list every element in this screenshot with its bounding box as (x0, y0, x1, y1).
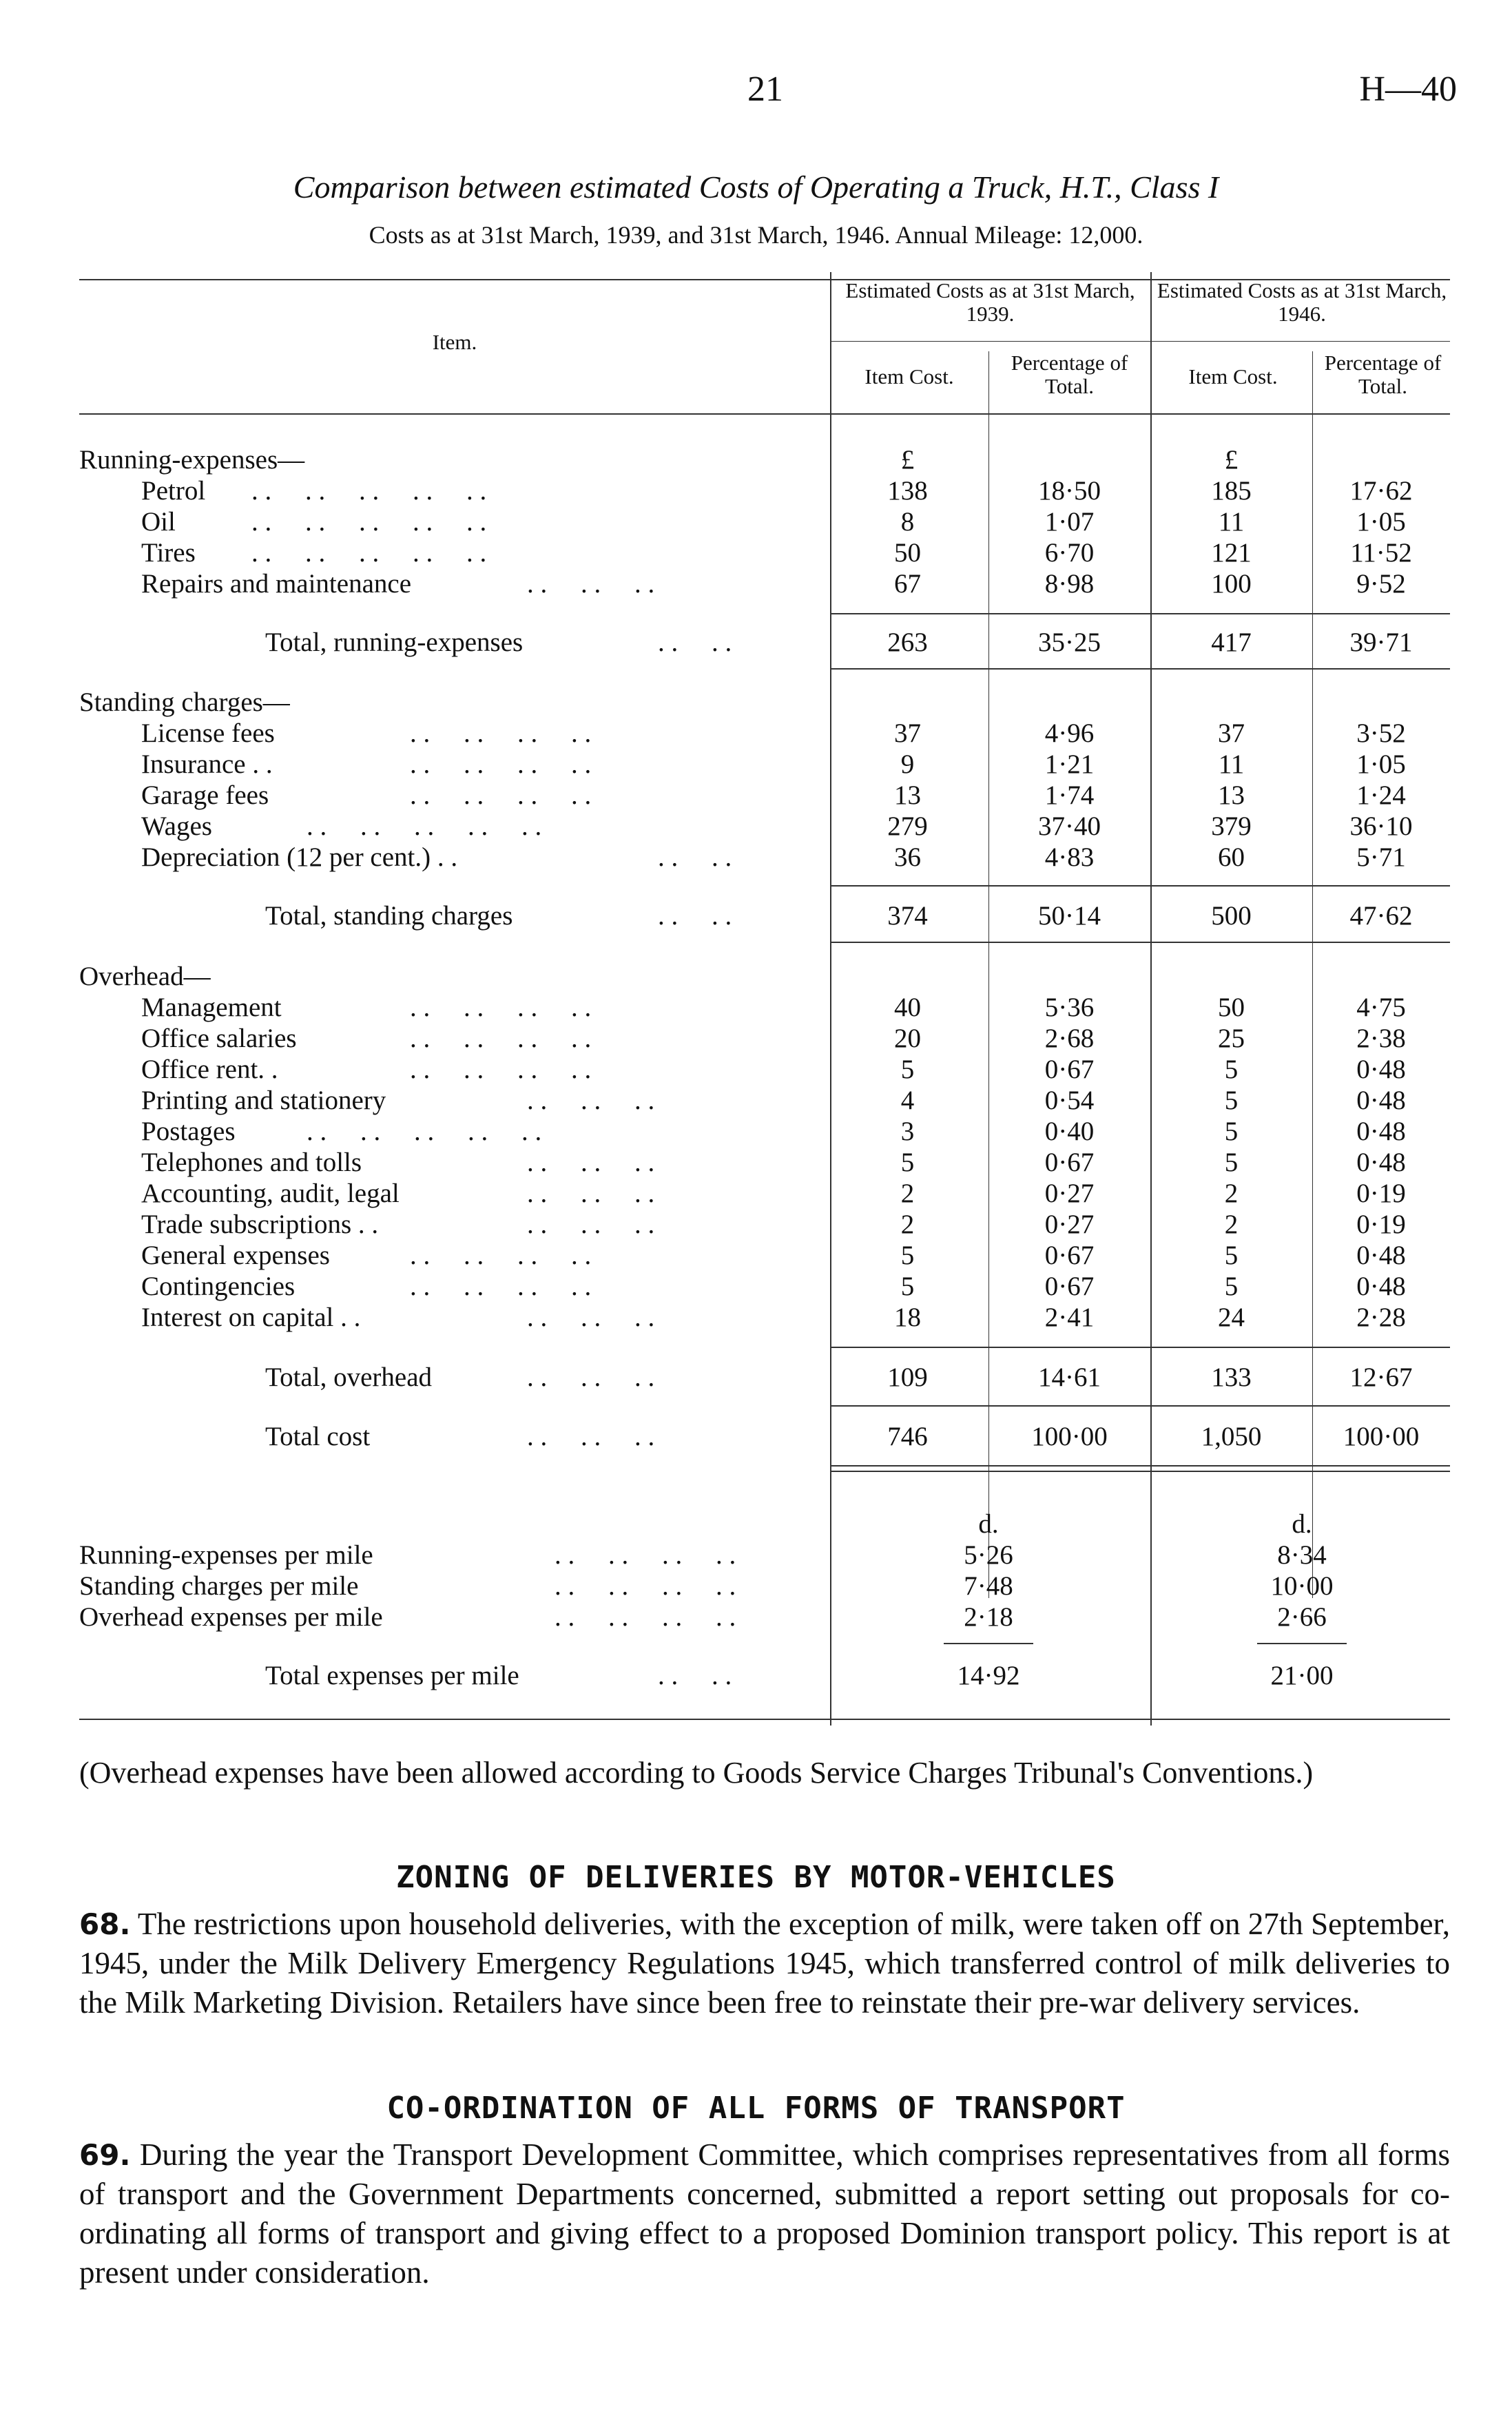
page-number: 21 (747, 70, 783, 109)
item-cost-1939: 3 (900, 1117, 915, 1146)
item-cost-1939: 67 (894, 569, 921, 599)
percentage-1946: 5·71 (1356, 842, 1406, 872)
item-cost-1946: 11 (1218, 507, 1245, 537)
total-row (79, 900, 1450, 932)
percentage-1946: 0·48 (1356, 1055, 1406, 1084)
table-row (79, 1209, 1450, 1241)
item-cost-1946: 60 (1218, 842, 1245, 872)
item-cost-1939: 5 (900, 1148, 915, 1177)
item-cost-1939: 279 (887, 811, 928, 841)
percentage-1939: 1·21 (1044, 749, 1095, 779)
currency-symbol: £ (1224, 445, 1239, 475)
row-label: Total cost (265, 1422, 371, 1451)
table-row (79, 568, 1450, 600)
percentage-1939: 0·67 (1044, 1148, 1095, 1177)
leader-dots: . . . . . . (527, 1210, 655, 1239)
group-header-1939: Estimated Costs as at 31st March, 1939. (845, 278, 1135, 326)
pence-symbol: d. (978, 1509, 999, 1539)
percentage-1946: 0·19 (1356, 1179, 1406, 1208)
row-label: Telephones and tolls (141, 1148, 362, 1177)
cost-comparison-table (79, 265, 1450, 1726)
paragraph-69 (79, 2135, 1450, 2292)
leader-dots: . . . . . . . . (410, 1241, 592, 1270)
subheader-rule (830, 341, 1450, 342)
percentage-1946: 1·24 (1356, 780, 1406, 810)
item-cost-1946: 100 (1211, 569, 1252, 599)
item-cost-1939: 5 (900, 1272, 915, 1301)
item-cost-1946: 5 (1224, 1241, 1239, 1270)
standing-charges-heading-row (79, 687, 1450, 718)
percentage-1939: 14·61 (1038, 1362, 1101, 1392)
item-cost-1946: 500 (1211, 901, 1252, 931)
table-row (79, 718, 1450, 749)
item-cost-1939: 9 (900, 749, 915, 779)
leader-dots: . . . . . . (527, 1303, 655, 1332)
per-mile-1939: 14·92 (957, 1661, 1020, 1690)
item-cost-1939: 50 (894, 538, 921, 568)
leader-dots: . . . . . . (527, 1362, 655, 1392)
percentage-1946: 0·48 (1356, 1117, 1406, 1146)
percentage-1946: 39·71 (1349, 628, 1413, 657)
table-row (79, 780, 1450, 811)
row-label: Garage fees (141, 780, 269, 810)
percentage-1946: 0·48 (1356, 1086, 1406, 1115)
leader-dots: . . . . . . . . (410, 749, 592, 779)
item-cost-1939: 36 (894, 842, 921, 872)
item-cost-1946: 185 (1211, 476, 1252, 506)
row-label: Wages (141, 811, 212, 841)
item-cost-1939: 2 (900, 1210, 915, 1239)
row-label: Trade subscriptions . . (141, 1210, 379, 1239)
table-row (79, 1085, 1450, 1117)
row-label: Postages (141, 1117, 236, 1146)
leader-dots: . . . . . . . . . . (307, 1117, 542, 1146)
item-cost-1946: 11 (1218, 749, 1245, 779)
percentage-1939: 0·27 (1044, 1179, 1095, 1208)
leader-dots: . . . . . . . . (410, 718, 592, 748)
overhead-heading-row (79, 961, 1450, 993)
percentage-1946: 12·67 (1349, 1362, 1413, 1392)
leader-dots: . . . . . . . . (410, 1024, 592, 1053)
percentage-1946: 36·10 (1349, 811, 1413, 841)
per-mile-1946: 21·00 (1270, 1661, 1334, 1690)
table-bottom-rule (79, 1719, 1450, 1720)
table-footnote: (Overhead expenses have been allowed according to Goods Service Charges Tribunal's Conventions.) (79, 1756, 1314, 1790)
table-row (79, 1147, 1450, 1179)
percentage-1946: 9·52 (1356, 569, 1406, 599)
percentage-1946: 1·05 (1356, 749, 1406, 779)
leader-dots: . . . . (658, 628, 732, 657)
row-label: Interest on capital . . (141, 1303, 361, 1332)
row-label: Contingencies (141, 1272, 296, 1301)
item-cost-1939: 18 (894, 1303, 921, 1332)
row-label: Total, overhead (265, 1362, 432, 1392)
page-header (0, 69, 1512, 117)
item-cost-1939: 5 (900, 1055, 915, 1084)
subtotal-rule (830, 885, 1450, 887)
item-cost-1946: 5 (1224, 1086, 1239, 1115)
item-cost-1946: 24 (1218, 1303, 1245, 1332)
leader-dots: . . . . . . (527, 1086, 655, 1115)
double-rule (830, 1471, 1450, 1472)
section-heading: Standing charges— (79, 687, 290, 717)
percentage-1946: 11·52 (1350, 538, 1412, 568)
percentage-1939: 37·40 (1038, 811, 1101, 841)
item-cost-1939: 5 (900, 1241, 915, 1270)
table-row (79, 1023, 1450, 1055)
item-cost-1946: 417 (1211, 628, 1252, 657)
percentage-1946: 1·05 (1356, 507, 1406, 537)
sum-rule (944, 1643, 1033, 1644)
row-label: Petrol (141, 476, 206, 506)
item-cost-1939: 4 (900, 1086, 915, 1115)
leader-dots: . . . . . . (527, 1422, 655, 1451)
row-label: Office salaries (141, 1024, 297, 1053)
item-cost-1946: 2 (1224, 1210, 1239, 1239)
table-row (79, 506, 1450, 538)
per-mile-1946: 2·66 (1277, 1602, 1327, 1632)
leader-dots: . . . . . . . . (555, 1540, 736, 1570)
leader-dots: . . . . . . . . (410, 780, 592, 810)
table-subtitle: Costs as at 31st March, 1939, and 31st March, 1946. Annual Mileage: 12,000. (369, 221, 1143, 249)
percentage-header-1946: Percentage of Total. (1324, 351, 1442, 398)
percentage-1939: 0·40 (1044, 1117, 1095, 1146)
table-row (79, 1271, 1450, 1303)
leader-dots: . . . . (658, 842, 732, 872)
table-row (79, 1602, 1450, 1633)
subtotal-rule (830, 668, 1450, 670)
total-cost-row (79, 1421, 1450, 1453)
leader-dots: . . . . . . . . (555, 1602, 736, 1632)
page-reference: H—40 (1359, 70, 1457, 109)
per-mile-1939: 5·26 (964, 1540, 1013, 1570)
percentage-1939: 50·14 (1038, 901, 1101, 931)
row-label: Tires (141, 538, 196, 568)
percentage-1939: 0·67 (1044, 1055, 1095, 1084)
leader-dots: . . . . . . . . (410, 993, 592, 1022)
row-label: Standing charges per mile (79, 1571, 359, 1601)
row-label: Office rent. . (141, 1055, 278, 1084)
total-row (79, 1362, 1450, 1393)
percentage-1939: 2·41 (1044, 1303, 1095, 1332)
percentage-1939: 1·07 (1044, 507, 1095, 537)
pence-unit-row (79, 1509, 1450, 1540)
item-cost-1946: 13 (1218, 780, 1245, 810)
item-cost-1939: 109 (887, 1362, 928, 1392)
percentage-header-1939: Percentage of Total. (1011, 351, 1128, 398)
percentage-1939: 8·98 (1044, 569, 1095, 599)
percentage-1946: 0·48 (1356, 1241, 1406, 1270)
item-cost-header-1939: Item Cost. (864, 364, 954, 388)
subtotal-rule (830, 613, 1450, 614)
item-cost-1946: 5 (1224, 1272, 1239, 1301)
item-cost-1946: 37 (1218, 718, 1245, 748)
row-label: Total, standing charges (265, 901, 513, 931)
row-label: Overhead expenses per mile (79, 1602, 383, 1632)
item-cost-1939: 374 (887, 901, 928, 931)
percentage-1939: 6·70 (1044, 538, 1095, 568)
table-row (79, 1116, 1450, 1148)
item-cost-1946: 25 (1218, 1024, 1245, 1053)
table-row (79, 992, 1450, 1024)
percentage-1939: 5·36 (1044, 993, 1095, 1022)
leader-dots: . . . . (658, 1661, 732, 1690)
item-cost-header-1946: Item Cost. (1188, 364, 1278, 388)
table-row (79, 749, 1450, 780)
subtotal-rule (830, 1347, 1450, 1348)
row-label: Oil (141, 507, 176, 537)
row-label: Accounting, audit, legal (141, 1179, 400, 1208)
percentage-1946: 4·75 (1356, 993, 1406, 1022)
item-cost-1946: 5 (1224, 1055, 1239, 1084)
running-expenses-heading-row (79, 444, 1450, 476)
leader-dots: . . . . . . . . . . (251, 538, 487, 568)
item-cost-1939: 138 (887, 476, 928, 506)
section-heading: Running-expenses— (79, 445, 305, 475)
paragraph-text: During the year the Transport Development Committee, which comprises representatives from all forms of transport and the Government Departments concerned, submitted a report setting out proposals for co-ordinating all forms of transport and giving effect to a proposed Dominion transport policy. This report is at present under consideration. (79, 2137, 1451, 2290)
percentage-1939: 0·54 (1044, 1086, 1095, 1115)
leader-dots: . . . . . . . . (410, 1055, 592, 1084)
per-mile-1946: 8·34 (1277, 1540, 1327, 1570)
table-row (79, 1054, 1450, 1086)
item-cost-1939: 263 (887, 628, 928, 657)
item-cost-1946: 50 (1218, 993, 1245, 1022)
percentage-1946: 3·52 (1356, 718, 1406, 748)
item-cost-1939: 2 (900, 1179, 915, 1208)
percentage-1946: 0·19 (1356, 1210, 1406, 1239)
row-label: Printing and stationery (141, 1086, 386, 1115)
per-mile-1939: 7·48 (964, 1571, 1013, 1601)
row-label: Total expenses per mile (265, 1661, 519, 1690)
percentage-1939: 18·50 (1038, 476, 1101, 506)
table-row (79, 1540, 1450, 1571)
item-cost-1946: 379 (1211, 811, 1252, 841)
leader-dots: . . . . (658, 901, 732, 931)
table-row (79, 475, 1450, 507)
item-cost-1939: 37 (894, 718, 921, 748)
row-label: Total, running-expenses (265, 628, 524, 657)
per-mile-1946: 10·00 (1270, 1571, 1334, 1601)
row-label: Management (141, 993, 282, 1022)
item-cost-1946: 5 (1224, 1148, 1239, 1177)
leader-dots: . . . . . . . . (555, 1571, 736, 1601)
leader-dots: . . . . . . . . . . (251, 476, 487, 506)
table-title: Comparison between estimated Costs of Operating a Truck, H.T., Class I (293, 169, 1219, 205)
table-row (79, 537, 1450, 569)
total-row (79, 627, 1450, 659)
header-bottom-rule (79, 413, 1450, 415)
percentage-1939: 0·27 (1044, 1210, 1095, 1239)
table-row (79, 1571, 1450, 1602)
item-cost-1946: 1,050 (1201, 1422, 1262, 1451)
item-cost-1939: 20 (894, 1024, 921, 1053)
percentage-1939: 0·67 (1044, 1272, 1095, 1301)
percentage-1946: 17·62 (1349, 476, 1413, 506)
item-cost-1946: 133 (1211, 1362, 1252, 1392)
row-label: Running-expenses per mile (79, 1540, 373, 1570)
item-cost-1939: 13 (894, 780, 921, 810)
sum-rule (1257, 1643, 1347, 1644)
per-mile-1939: 2·18 (964, 1602, 1013, 1632)
paragraph-number: 68. (79, 1907, 131, 1941)
row-label: License fees (141, 718, 275, 748)
percentage-1939: 1·74 (1044, 780, 1095, 810)
pence-symbol: d. (1292, 1509, 1312, 1539)
section-heading-68: ZONING OF DELIVERIES BY MOTOR-VEHICLES (396, 1860, 1116, 1895)
double-rule (830, 1465, 1450, 1467)
percentage-1946: 47·62 (1349, 901, 1413, 931)
row-label: General expenses (141, 1241, 330, 1270)
subtotal-rule (830, 942, 1450, 943)
total-per-mile-row (79, 1660, 1450, 1692)
row-label: Depreciation (12 per cent.) . . (141, 842, 458, 872)
row-label: Repairs and maintenance (141, 569, 411, 599)
table-row (79, 1240, 1450, 1272)
subtotal-rule (830, 1405, 1450, 1407)
row-label: Insurance . . (141, 749, 273, 779)
percentage-1939: 2·68 (1044, 1024, 1095, 1053)
leader-dots: . . . . . . . . (410, 1272, 592, 1301)
item-cost-1946: 2 (1224, 1179, 1239, 1208)
percentage-1946: 2·28 (1356, 1303, 1406, 1332)
percentage-1946: 0·48 (1356, 1148, 1406, 1177)
item-cost-1946: 5 (1224, 1117, 1239, 1146)
percentage-1946: 2·38 (1356, 1024, 1406, 1053)
percentage-1946: 100·00 (1343, 1422, 1420, 1451)
table-row (79, 811, 1450, 842)
item-cost-1946: 121 (1211, 538, 1252, 568)
item-cost-1939: 40 (894, 993, 921, 1022)
paragraph-68 (79, 1905, 1450, 2022)
group-header-1946: Estimated Costs as at 31st March, 1946. (1157, 278, 1447, 326)
table-row (79, 1302, 1450, 1334)
percentage-1939: 4·96 (1044, 718, 1095, 748)
percentage-1939: 0·67 (1044, 1241, 1095, 1270)
paragraph-number: 69. (79, 2138, 131, 2172)
percentage-1939: 100·00 (1031, 1422, 1108, 1451)
leader-dots: . . . . . . . . . . (251, 507, 487, 537)
currency-symbol: £ (900, 445, 915, 475)
leader-dots: . . . . . . (527, 569, 655, 599)
leader-dots: . . . . . . . . . . (307, 811, 542, 841)
item-cost-1939: 746 (887, 1422, 928, 1451)
percentage-1939: 35·25 (1038, 628, 1101, 657)
section-heading-69: CO-ORDINATION OF ALL FORMS OF TRANSPORT (386, 2091, 1126, 2126)
paragraph-text: The restrictions upon household deliveries, with the exception of milk, were taken off on 27th September, 1945, under the Milk Delivery Emergency Regulations 1945, which transferred control of milk deliveries to the Milk Marketing Division. Retailers have since been free to reinstate their pre-war delivery services. (79, 1907, 1450, 2020)
percentage-1939: 4·83 (1044, 842, 1095, 872)
section-heading: Overhead— (79, 962, 211, 991)
leader-dots: . . . . . . (527, 1148, 655, 1177)
item-cost-1939: 8 (900, 507, 915, 537)
leader-dots: . . . . . . (527, 1179, 655, 1208)
table-row (79, 842, 1450, 873)
table-row (79, 1178, 1450, 1210)
percentage-1946: 0·48 (1356, 1272, 1406, 1301)
item-column-header: Item. (432, 330, 477, 354)
